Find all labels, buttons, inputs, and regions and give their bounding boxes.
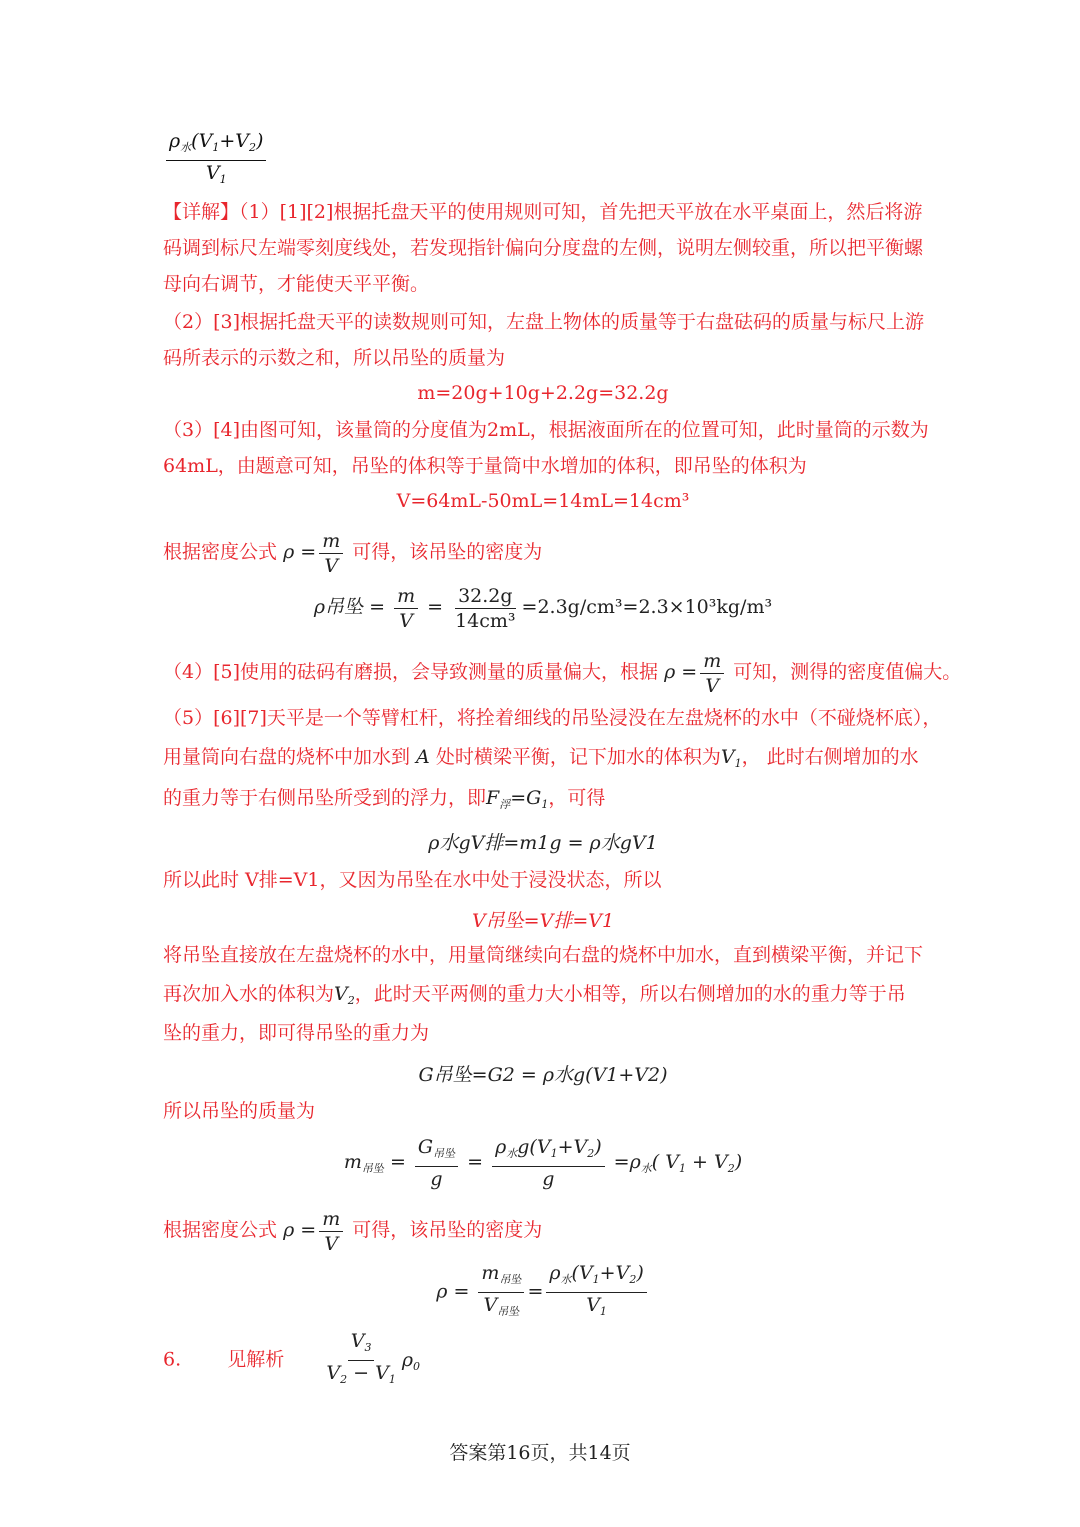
detail-p3-line1: （3）[4]由图可知，该量筒的分度值为2mL，根据液面所在的位置可知，此时量筒的示数为 [163, 419, 929, 441]
question-6-answer: 6. 见解析 $\frac{V_3}{V_2 - V_1}$ $\rho_0$ [163, 1330, 420, 1386]
detail-p1-line2: 码调到标尺左端零刻度线处，若发现指针偏向分度盘的左侧，说明左侧较重，所以把平衡螺 [163, 237, 924, 259]
density-formula-line: 根据密度公式 ρ = $\frac{m}{V}$ 可得，该吊坠的密度为 [163, 529, 543, 577]
mass-fraction-equation: $m_{吊坠}$ = $\frac{G_{吊坠}}{g}$ = $\frac{\rho_水g(V_1+V_2)}{g}$ $=\rho_水$( $V_1 + V_2$) [343, 1136, 743, 1190]
page-footer: 答案第16页，共14页 [449, 1442, 631, 1464]
detail-p1-line3: 母向右调节，才能使天平平衡。 [163, 273, 430, 295]
question-6-label: 见解析 [227, 1348, 285, 1371]
rho-frac-1: $\frac{m}{V}$ [319, 530, 343, 577]
buoyancy-equation: ρ水gV排=m1g = ρ水gV1 [428, 832, 658, 854]
detail-p5-line7: 坠的重力，即可得吊坠的重力为 [163, 1022, 430, 1044]
detail-p5-line6: 再次加入水的体积为$V_2$，此时天平两侧的重力大小相等，所以右侧增加的水的重力等于吊 [163, 983, 906, 1007]
detail-p3-line2: 64mL，由题意可知，吊坠的体积等于量筒中水增加的体积，即吊坠的体积为 [163, 455, 807, 477]
final-density-equation: ρ = $\frac{m_{吊坠}}{V_{吊坠}}$ = $\frac{\rho_水(V_1+V_2)}{V_1}$ [163, 1262, 923, 1323]
p1-text1: （1）[1][2]根据托盘天平的使用规则可知，首先把天平放在水平桌面上，然后将游 [239, 201, 923, 223]
volume-equality: V吊坠=V排=V1 [471, 910, 615, 932]
detail-p5-line8: 所以吊坠的质量为 [163, 1100, 316, 1122]
detail-label: 【详解】 [163, 201, 240, 223]
detail-p1-line1 [163, 200, 923, 224]
detail-p4: （4）[5]使用的砝码有磨损，会导致测量的质量偏大，根据 ρ = $\frac{m}{V}$ 可知，测得的密度值偏大。 [163, 649, 962, 697]
detail-p5-line5: 将吊坠直接放在左盘烧杯的水中，用量筒继续向右盘的烧杯中加水，直到横梁平衡，并记下 [163, 944, 924, 966]
detail-p5-line1: （5）[6][7]天平是一个等臂杠杆，将拴着细线的吊坠浸没在左盘烧杯的水中（不碰烧杯底）， [163, 707, 942, 729]
detail-p5-line4: 所以此时 V排=V1，又因为吊坠在水中处于浸没状态，所以 [163, 869, 662, 891]
detail-p5-line3: 的重力等于右侧吊坠所受到的浮力，即$F_浮=G_1$，可得 [163, 787, 606, 811]
top-formula: $\frac{\rho_水(V_1+V_2)}{V_1}$ [163, 130, 269, 191]
detail-p5-line2: 用量筒向右盘的烧杯中加水到 A 处时横梁平衡，记下加水的体积为$V_1$， 此时右侧增加的水 [163, 746, 919, 770]
density-formula-line-2: 根据密度公式 ρ = $\frac{m}{V}$ 可得，该吊坠的密度为 [163, 1207, 543, 1255]
detail-p2-line1: （2）[3]根据托盘天平的读数规则可知，左盘上物体的质量等于右盘砝码的质量与标尺上游 [163, 311, 925, 333]
question-6-number: 6. [163, 1348, 182, 1371]
pendant-density-equation: ρ吊坠 = $\frac{m}{V}$ = $\frac{32.2g}{\text{14cm³}}$ =2.3g/cm³=2.3×10³kg/m³ [313, 584, 773, 632]
detail-p2-line2: 码所表示的示数之和，所以吊坠的质量为 [163, 347, 506, 369]
volume-equation: V=64mL-50mL=14mL=14cm³ [396, 490, 690, 512]
gravity-equation: G吊坠=G2 = ρ水g(V1+V2) [418, 1064, 668, 1086]
mass-equation: m=20g+10g+2.2g=32.2g [417, 382, 669, 404]
